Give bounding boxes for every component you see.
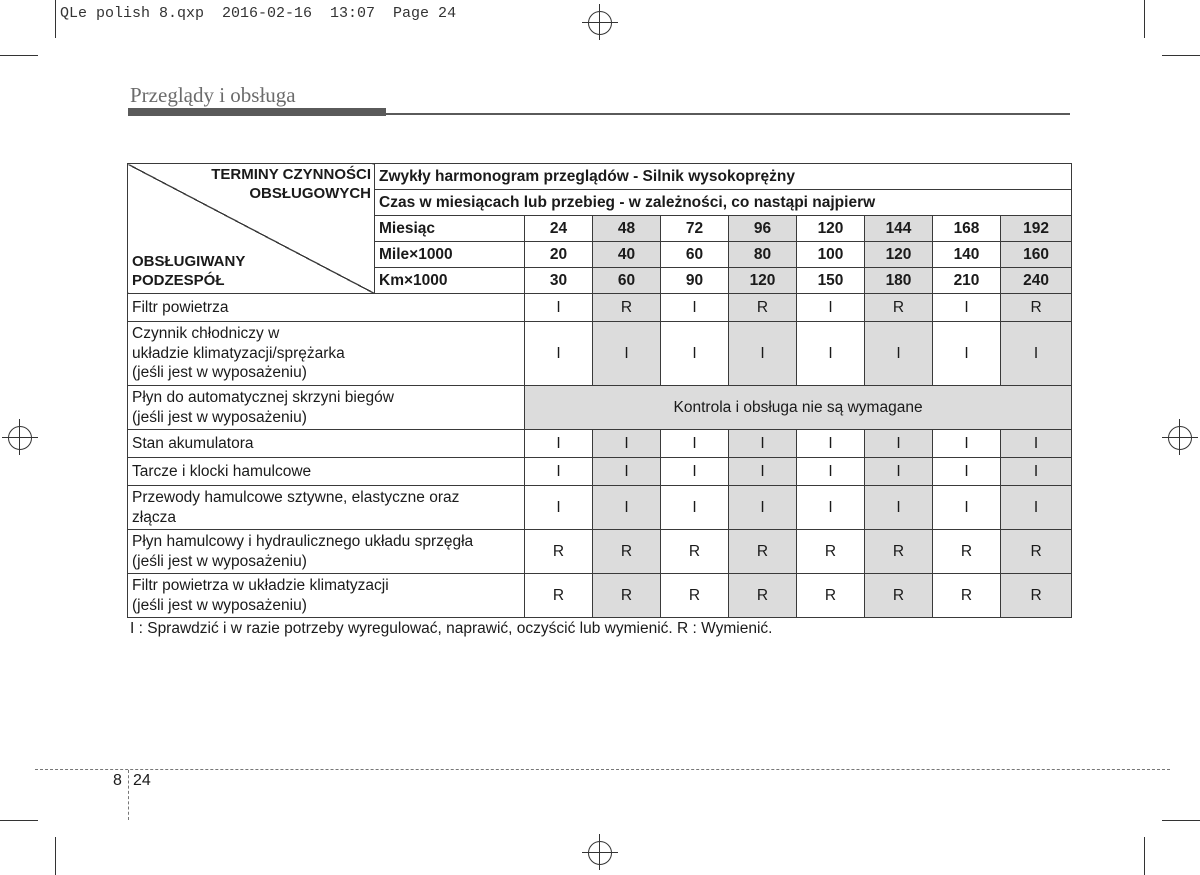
interval-value: 120 bbox=[729, 268, 797, 294]
schedule-cell: R bbox=[661, 574, 729, 618]
schedule-cell: R bbox=[933, 530, 1001, 574]
table-row bbox=[128, 294, 1072, 322]
schedule-cell: I bbox=[729, 486, 797, 530]
schedule-cell: I bbox=[729, 430, 797, 458]
crop-mark bbox=[1144, 837, 1145, 875]
schedule-cell: I bbox=[661, 430, 729, 458]
schedule-cell: I bbox=[933, 458, 1001, 486]
table-row bbox=[128, 430, 1072, 458]
schedule-cell: I bbox=[661, 294, 729, 322]
page-number-separator bbox=[128, 770, 129, 820]
interval-value: 168 bbox=[933, 216, 1001, 242]
item-label: Przewody hamulcowe sztywne, elastyczne oraz złącza bbox=[128, 486, 525, 530]
interval-value: 192 bbox=[1001, 216, 1072, 242]
schedule-cell: R bbox=[593, 574, 661, 618]
schedule-cell: I bbox=[525, 486, 593, 530]
crop-mark bbox=[1162, 55, 1200, 56]
item-label: Tarcze i klocki hamulcowe bbox=[128, 458, 525, 486]
schedule-cell: R bbox=[1001, 294, 1072, 322]
interval-value: 240 bbox=[1001, 268, 1072, 294]
footnote: I : Sprawdzić i w razie potrzeby wyregulować, naprawić, oczyścić lub wymienić. R : Wymienić. bbox=[130, 620, 773, 637]
schedule-subtitle: Czas w miesiącach lub przebieg - w zależności, co nastąpi najpierw bbox=[375, 190, 1072, 216]
item-label: Filtr powietrza w układzie klimatyzacji (jeśli jest w wyposażeniu) bbox=[128, 574, 525, 618]
section-title: Przeglądy i obsługa bbox=[130, 83, 296, 107]
schedule-cell: I bbox=[865, 430, 933, 458]
schedule-cell: I bbox=[525, 458, 593, 486]
schedule-cell: R bbox=[729, 574, 797, 618]
schedule-cell: R bbox=[933, 574, 1001, 618]
interval-value: 24 bbox=[525, 216, 593, 242]
schedule-cell: R bbox=[729, 530, 797, 574]
crop-mark bbox=[55, 837, 56, 875]
interval-value: 90 bbox=[661, 268, 729, 294]
schedule-cell: I bbox=[797, 322, 865, 386]
table-row bbox=[128, 486, 1072, 530]
interval-value: 80 bbox=[729, 242, 797, 268]
corner-top-label bbox=[211, 165, 371, 203]
interval-value: 120 bbox=[797, 216, 865, 242]
table-row bbox=[128, 322, 1072, 386]
title-rule-thick bbox=[128, 108, 386, 116]
interval-value: 160 bbox=[1001, 242, 1072, 268]
schedule-cell: I bbox=[865, 486, 933, 530]
schedule-cell: R bbox=[797, 530, 865, 574]
schedule-cell: I bbox=[1001, 430, 1072, 458]
schedule-cell: I bbox=[593, 458, 661, 486]
page-number: 24 bbox=[133, 772, 151, 789]
schedule-cell: R bbox=[865, 530, 933, 574]
schedule-cell: I bbox=[797, 430, 865, 458]
schedule-cell: I bbox=[729, 458, 797, 486]
table-row bbox=[128, 458, 1072, 486]
schedule-cell: R bbox=[593, 530, 661, 574]
interval-label: Mile×1000 bbox=[375, 242, 525, 268]
crop-mark bbox=[0, 55, 38, 56]
schedule-cell: R bbox=[525, 530, 593, 574]
schedule-cell: I bbox=[933, 430, 1001, 458]
interval-value: 48 bbox=[593, 216, 661, 242]
schedule-cell: I bbox=[933, 322, 1001, 386]
schedule-cell: R bbox=[593, 294, 661, 322]
interval-value: 210 bbox=[933, 268, 1001, 294]
schedule-cell: I bbox=[933, 486, 1001, 530]
schedule-cell: I bbox=[797, 486, 865, 530]
schedule-cell: I bbox=[1001, 322, 1072, 386]
table-row bbox=[128, 574, 1072, 618]
schedule-cell: I bbox=[593, 322, 661, 386]
item-label: Stan akumulatora bbox=[128, 430, 525, 458]
interval-label: Miesiąc bbox=[375, 216, 525, 242]
corner-bottom-label bbox=[132, 252, 245, 290]
schedule-cell: R bbox=[729, 294, 797, 322]
crop-mark bbox=[55, 0, 56, 38]
crop-mark bbox=[0, 820, 38, 821]
corner-top-line-1: TERMINY CZYNNOŚCI bbox=[211, 166, 371, 183]
maintenance-schedule-table bbox=[127, 163, 1072, 618]
table-row bbox=[128, 386, 1072, 430]
schedule-cell: I bbox=[865, 458, 933, 486]
chapter-number: 8 bbox=[113, 772, 122, 789]
merged-note: Kontrola i obsługa nie są wymagane bbox=[525, 386, 1072, 430]
interval-value: 150 bbox=[797, 268, 865, 294]
interval-value: 40 bbox=[593, 242, 661, 268]
schedule-cell: I bbox=[661, 486, 729, 530]
interval-value: 20 bbox=[525, 242, 593, 268]
interval-value: 60 bbox=[593, 268, 661, 294]
item-label: Płyn hamulcowy i hydraulicznego układu sprzęgła (jeśli jest w wyposażeniu) bbox=[128, 530, 525, 574]
schedule-cell: I bbox=[865, 322, 933, 386]
schedule-cell: R bbox=[1001, 530, 1072, 574]
interval-value: 100 bbox=[797, 242, 865, 268]
schedule-cell: I bbox=[933, 294, 1001, 322]
schedule-cell: I bbox=[797, 458, 865, 486]
item-label: Filtr powietrza bbox=[128, 294, 525, 322]
interval-value: 180 bbox=[865, 268, 933, 294]
interval-value: 144 bbox=[865, 216, 933, 242]
schedule-cell: I bbox=[661, 322, 729, 386]
interval-value: 30 bbox=[525, 268, 593, 294]
table-row bbox=[128, 530, 1072, 574]
table-corner-cell bbox=[128, 164, 375, 294]
crop-mark bbox=[1144, 0, 1145, 38]
footer-dashed-line bbox=[35, 769, 1170, 770]
interval-label: Km×1000 bbox=[375, 268, 525, 294]
interval-value: 72 bbox=[661, 216, 729, 242]
schedule-cell: R bbox=[525, 574, 593, 618]
interval-value: 96 bbox=[729, 216, 797, 242]
schedule-cell: R bbox=[865, 574, 933, 618]
schedule-cell: I bbox=[593, 486, 661, 530]
schedule-title: Zwykły harmonogram przeglądów - Silnik wysokoprężny bbox=[375, 164, 1072, 190]
schedule-cell: I bbox=[1001, 458, 1072, 486]
corner-top-line-2: OBSŁUGOWYCH bbox=[249, 185, 371, 202]
schedule-cell: R bbox=[661, 530, 729, 574]
crop-mark bbox=[1162, 820, 1200, 821]
schedule-cell: R bbox=[1001, 574, 1072, 618]
schedule-cell: I bbox=[661, 458, 729, 486]
schedule-cell: I bbox=[797, 294, 865, 322]
schedule-cell: I bbox=[525, 430, 593, 458]
schedule-cell: I bbox=[729, 322, 797, 386]
item-label: Czynnik chłodniczy w układzie klimatyzacji/sprężarka (jeśli jest w wyposażeniu) bbox=[128, 322, 525, 386]
corner-bottom-line-2: PODZESPÓŁ bbox=[132, 272, 225, 289]
interval-value: 60 bbox=[661, 242, 729, 268]
schedule-cell: I bbox=[525, 322, 593, 386]
file-header: QLe polish 8.qxp 2016-02-16 13:07 Page 24 bbox=[60, 5, 457, 22]
interval-value: 140 bbox=[933, 242, 1001, 268]
title-rule-thin bbox=[386, 113, 1070, 115]
schedule-cell: R bbox=[865, 294, 933, 322]
schedule-cell: I bbox=[525, 294, 593, 322]
item-label: Płyn do automatycznej skrzyni biegów (jeśli jest w wyposażeniu) bbox=[128, 386, 525, 430]
schedule-cell: I bbox=[593, 430, 661, 458]
interval-value: 120 bbox=[865, 242, 933, 268]
corner-bottom-line-1: OBSŁUGIWANY bbox=[132, 253, 246, 270]
schedule-cell: R bbox=[797, 574, 865, 618]
schedule-cell: I bbox=[1001, 486, 1072, 530]
